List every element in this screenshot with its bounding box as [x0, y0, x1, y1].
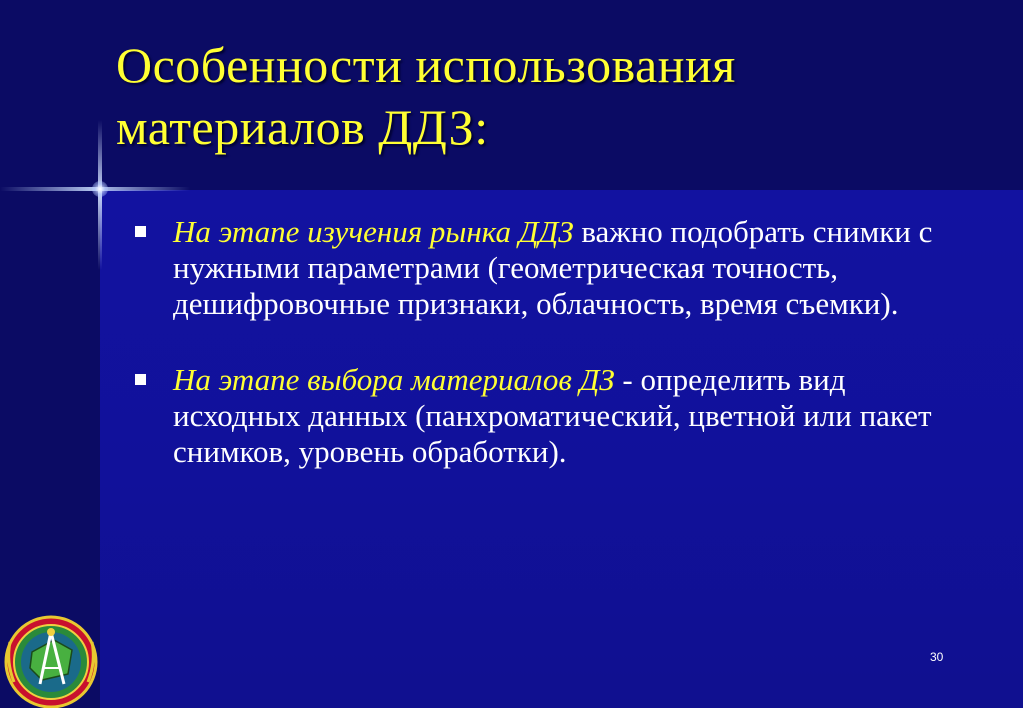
bullet-list: [135, 214, 975, 470]
bullet-item: [135, 214, 975, 322]
light-flare-center: [92, 181, 108, 197]
left-decor-band: [0, 0, 100, 708]
emblem-logo-icon: [2, 612, 100, 708]
bullet-item: [135, 362, 975, 470]
bullet-lead-text: На этапе выбора материалов ДЗ: [173, 362, 615, 397]
square-bullet-icon: [135, 226, 146, 237]
bullet-lead-text: На этапе изучения рынка ДДЗ: [173, 214, 574, 249]
page-number: 30: [930, 650, 944, 664]
slide-title: Особенности использования материалов ДДЗ:: [116, 37, 736, 155]
square-bullet-icon: [135, 374, 146, 385]
bullet-body-text: важно подобрать снимки с нужными параметрами (геометрическая точность, дешифровочные признаки, облачность, время съемки).: [173, 214, 933, 321]
bullet-body-text: - определить вид исходных данных (панхроматический, цветной или пакет снимков, уровень обработки).: [173, 362, 932, 469]
